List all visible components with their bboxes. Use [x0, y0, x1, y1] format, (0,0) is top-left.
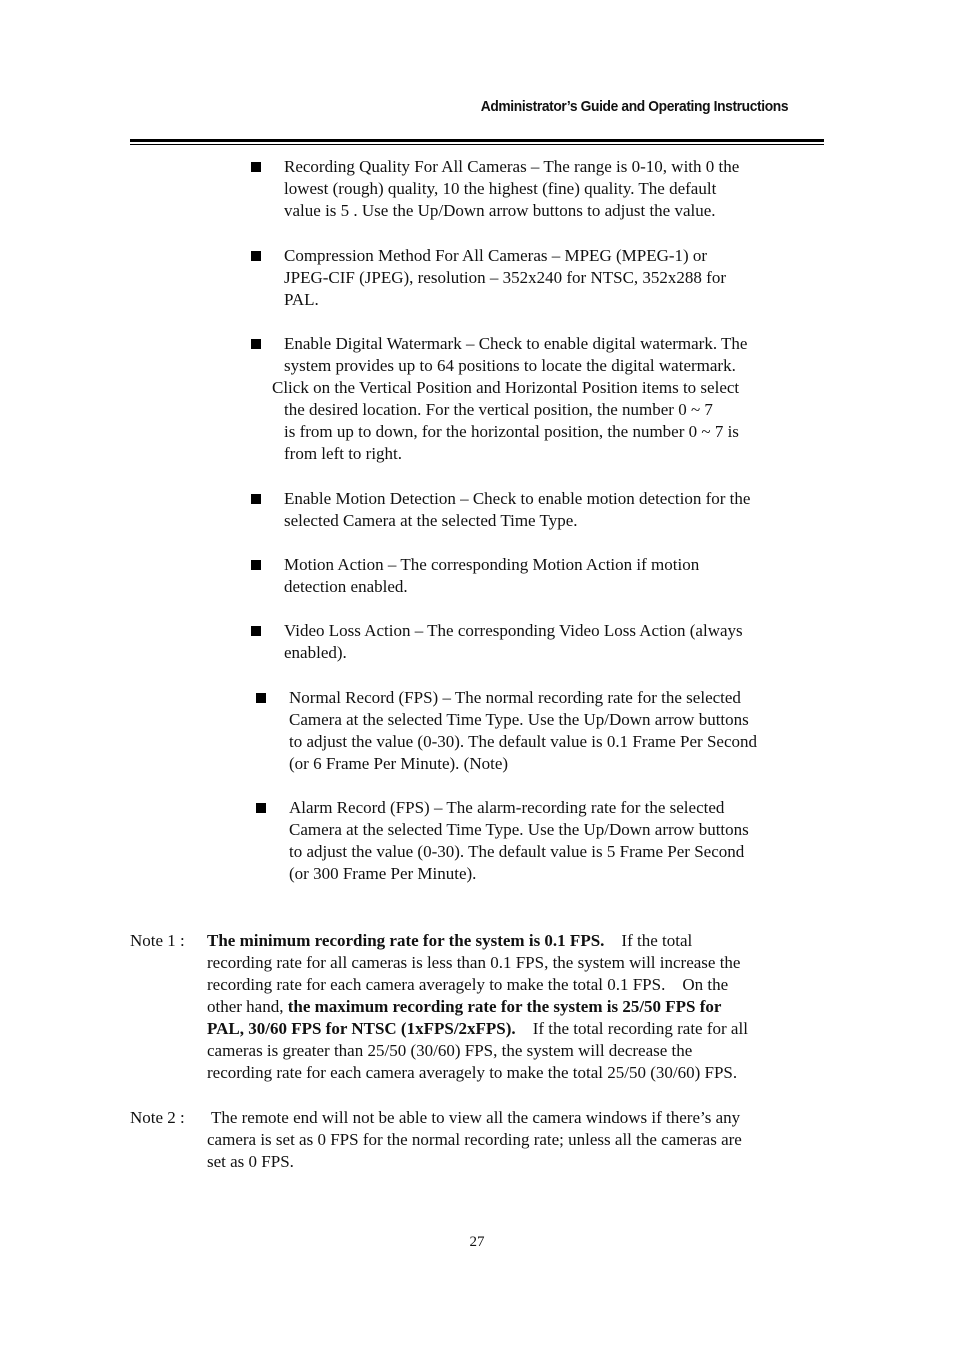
bullet-line: detection enabled. [284, 577, 408, 596]
bullet-line: Motion Action – The corresponding Motion Action if motion [284, 555, 700, 574]
bullet-line: to adjust the value (0-30). The default value is 5 Frame Per Second [289, 842, 745, 861]
square-bullet-icon [251, 339, 261, 349]
page-header-title: Administrator’s Guide and Operating Instructions [480, 98, 788, 115]
note-text: If the total [604, 931, 693, 950]
note-bold-text: the maximum recording rate for the system is 25/50 FPS for [287, 997, 722, 1016]
square-bullet-icon [251, 494, 261, 504]
bullet-line: PAL. [284, 290, 319, 309]
page-number: 27 [469, 1234, 485, 1250]
note-bold-text: PAL, 30/60 FPS for NTSC (1xFPS/2xFPS). [207, 1019, 516, 1038]
bullet-line: Normal Record (FPS) – The normal recording rate for the selected [289, 688, 741, 707]
bullet-line: from left to right. [284, 444, 403, 463]
note-label: Note 1 : [130, 931, 185, 950]
note-2 [130, 1107, 830, 1177]
square-bullet-icon [256, 803, 266, 813]
bullet-line: Recording Quality For All Cameras – The range is 0-10, with 0 the [284, 157, 740, 176]
bullet-line: (or 300 Frame Per Minute). [289, 864, 477, 883]
bullet-digital-watermark [272, 333, 748, 465]
bullet-line: Enable Motion Detection – Check to enable motion detection for the [284, 489, 751, 508]
note-line [207, 996, 827, 1018]
bullet-line: JPEG-CIF (JPEG), resolution – 352x240 for NTSC, 352x288 for [284, 268, 726, 287]
bullet-line: enabled). [284, 643, 347, 662]
square-bullet-icon [251, 560, 261, 570]
bullet-line: is from up to down, for the horizontal position, the number 0 ~ 7 is [284, 422, 739, 441]
note-line: The remote end will not be able to view all the camera windows if there’s any [207, 1108, 741, 1127]
note-line: recording rate for all cameras is less than 0.1 FPS, the system will increase the [207, 953, 741, 972]
note-text: other hand, [207, 997, 288, 1016]
bullet-line: to adjust the value (0-30). The default value is 0.1 Frame Per Second [289, 732, 758, 751]
note-body [207, 1107, 827, 1173]
square-bullet-icon [251, 162, 261, 172]
bullet-line: Camera at the selected Time Type. Use the Up/Down arrow buttons [289, 820, 749, 839]
note-line: set as 0 FPS. [207, 1152, 294, 1171]
bullet-line: Click on the Vertical Position and Horizontal Position items to select [272, 378, 740, 397]
header-rule-thick [130, 139, 824, 142]
bullet-alarm-record [289, 797, 749, 885]
note-bold-text: The minimum recording rate for the system is 0.1 FPS. [207, 931, 605, 950]
bullet-line: system provides up to 64 positions to locate the digital watermark. [284, 356, 736, 375]
note-line [207, 1018, 827, 1040]
square-bullet-icon [256, 693, 266, 703]
bullet-line: (or 6 Frame Per Minute). (Note) [289, 754, 509, 773]
bullet-line: Camera at the selected Time Type. Use the Up/Down arrow buttons [289, 710, 749, 729]
header-rule-thin [130, 144, 824, 145]
bullet-normal-record [289, 687, 757, 775]
note-line: recording rate for each camera averagely to make the total 25/50 (30/60) FPS. [207, 1063, 738, 1082]
bullet-line: value is 5 . Use the Up/Down arrow buttons to adjust the value. [284, 201, 716, 220]
bullet-motion-detection [284, 488, 750, 532]
bullet-line: Video Loss Action – The corresponding Video Loss Action (always [284, 621, 743, 640]
bullet-line: Compression Method For All Cameras – MPEG (MPEG-1) or [284, 246, 708, 265]
bullet-line: selected Camera at the selected Time Type. [284, 511, 578, 530]
bullet-compression-method [284, 245, 726, 311]
bullet-line: lowest (rough) quality, 10 the highest (fine) quality. The default [284, 179, 717, 198]
bullet-recording-quality [284, 156, 739, 222]
bullet-motion-action [284, 554, 699, 598]
bullet-line: the desired location. For the vertical position, the number 0 ~ 7 [284, 400, 713, 419]
note-1 [130, 930, 830, 1090]
note-line: camera is set as 0 FPS for the normal recording rate; unless all the cameras are [207, 1130, 742, 1149]
note-line [207, 930, 827, 952]
bullet-video-loss-action [284, 620, 743, 664]
square-bullet-icon [251, 251, 261, 261]
note-text: If the total recording rate for all [515, 1019, 748, 1038]
bullet-line: Alarm Record (FPS) – The alarm-recording rate for the selected [289, 798, 725, 817]
note-body [207, 930, 827, 1084]
note-label: Note 2 : [130, 1108, 185, 1127]
bullet-line: Enable Digital Watermark – Check to enable digital watermark. The [284, 334, 748, 353]
note-line: cameras is greater than 25/50 (30/60) FPS, the system will decrease the [207, 1041, 693, 1060]
note-line: recording rate for each camera averagely to make the total 0.1 FPS. On the [207, 975, 729, 994]
square-bullet-icon [251, 626, 261, 636]
